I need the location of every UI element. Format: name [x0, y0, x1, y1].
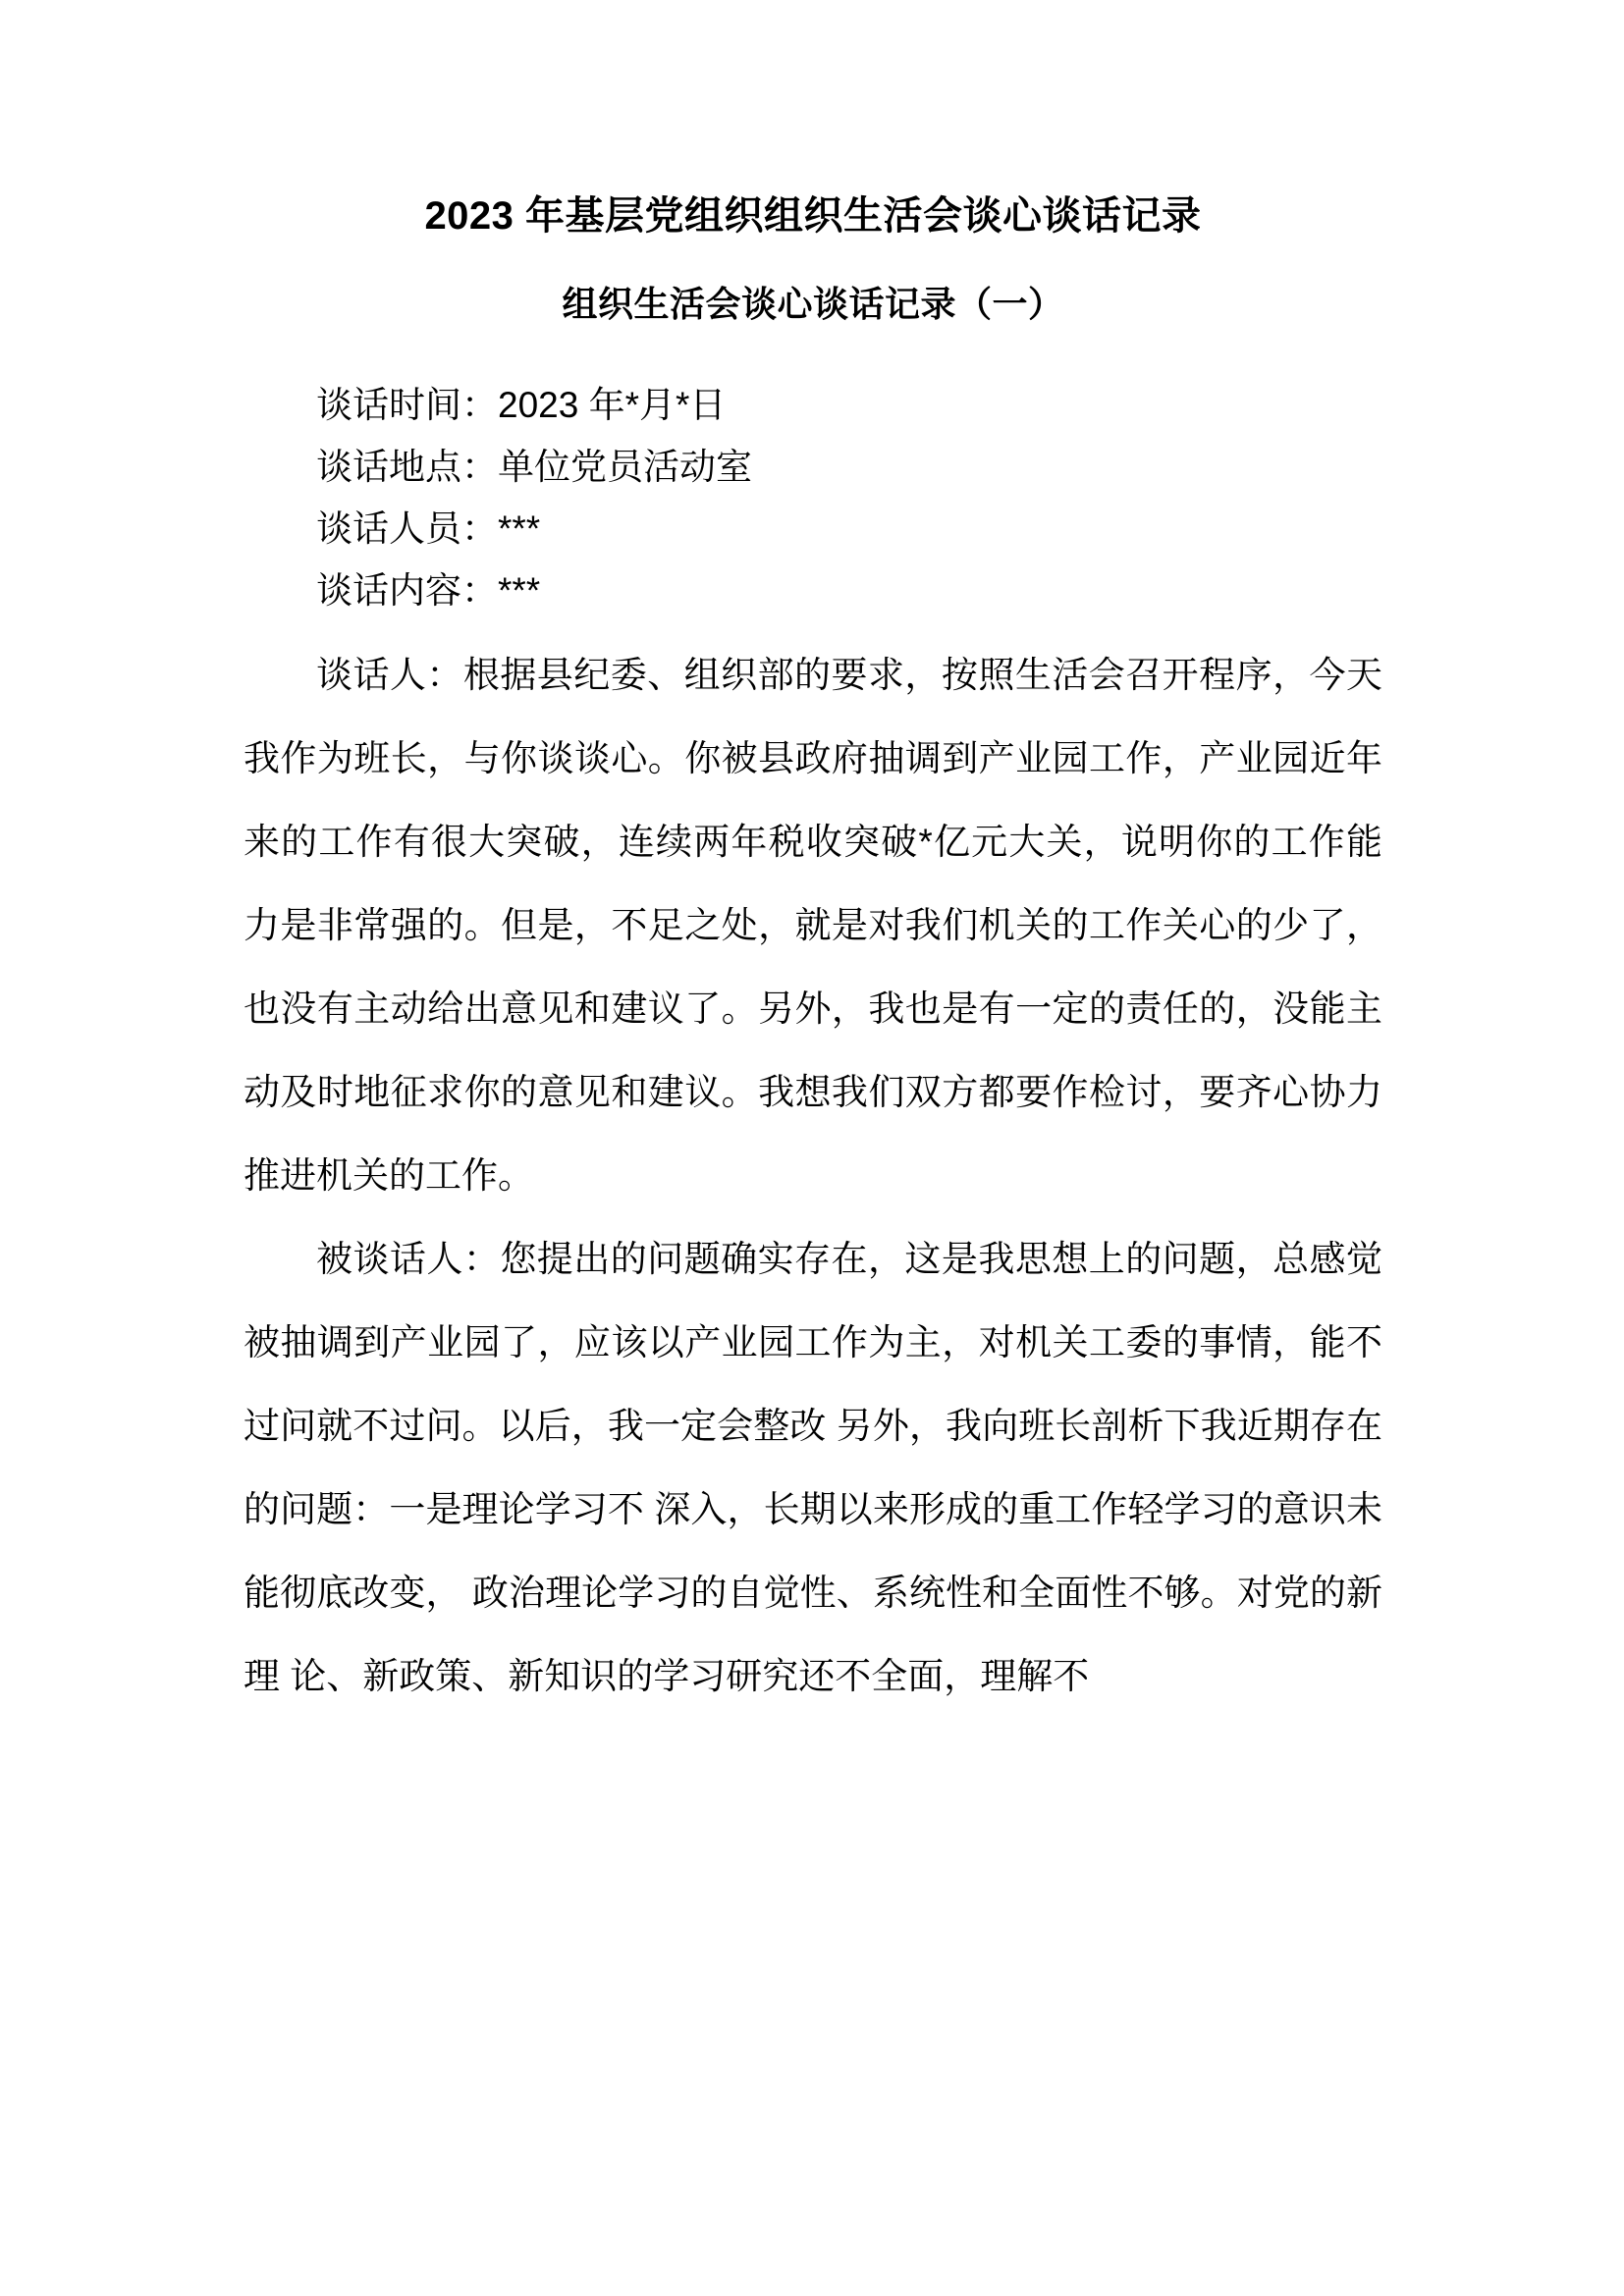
meta-info-block [244, 325, 1382, 621]
meta-line-content: 谈话内容：*** [316, 570, 541, 612]
meta-line-participants: 谈话人员：*** [316, 508, 541, 550]
body-text-block [244, 621, 1382, 1718]
page-title: 2023 年基层党组织组织生活会谈心谈话记录 [424, 194, 1202, 238]
page-subtitle: 组织生活会谈心谈话记录（一） [562, 284, 1064, 324]
paragraph-interviewee: 被谈话人：您提出的问题确实存在，这是我思想上的问题，总感觉被抽调到产业园了，应该以产业园工作为主，对机关工委的事情，能不过问就不过问。以后，我一定会整改 另外，我向班长剖析下我近期存在的问题：一是理论学习不 深入，长期以来形成的重工作轻学习的意识未能彻底改变， 政治理论学习的自觉性、系统性和全面性不够。对党的新理 论、新政策、新知识的学习研究还不全面，理解不 [244, 1239, 1382, 1697]
meta-line-location: 谈话地点：单位党员活动室 [316, 447, 752, 488]
document-content [244, 0, 1382, 1718]
meta-line-time: 谈话时间：2023 年*月*日 [316, 385, 727, 426]
paragraph-interviewer: 谈话人：根据县纪委、组织部的要求，按照生活会召开程序，今天我作为班长，与你谈谈心。你被县政府抽调到产业园工作，产业园近年来的工作有很大突破，连续两年税收突破*亿元大关，说明你的工作能力是非常强的。但是，不足之处，就是对我们机关的工作关心的少了，也没有主动给出意见和建议了。另外，我也是有一定的责任的，没能主动及时地征求你的意见和建议。我想我们双方都要作检讨，要齐心协力推进机关的工作。 [244, 655, 1382, 1197]
